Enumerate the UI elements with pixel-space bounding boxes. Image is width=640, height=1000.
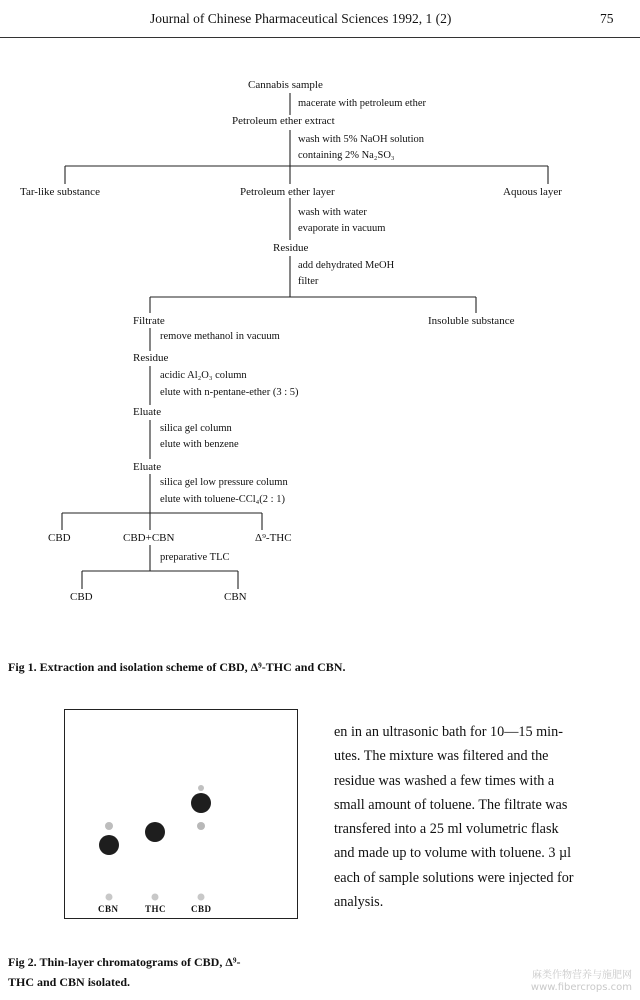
node-cbd-cbn: CBD+CBN [123,532,175,544]
tlc-spot-cbn [99,835,119,855]
tlc-spot-cbd [191,793,211,813]
step-low-pressure-column: silica gel low pressure column [160,477,288,488]
tlc-lane-label-thc: THC [145,904,167,914]
step-add-meoh: add dehydrated MeOH [298,260,395,271]
step-wash-water: wash with water [298,207,367,218]
node-filtrate: Filtrate [133,315,165,327]
step-elute-toluene-ccl4: elute with toluene-CCl₄(2 : 1) [160,494,285,505]
body-line: en in an ultrasonic bath for 10—15 min- [334,724,563,740]
page-number: 75 [600,11,614,26]
step-macerate: macerate with petroleum ether [298,98,426,109]
step-al2o3-column: acidic Al₂O₃ column [160,370,247,381]
node-eluate-1: Eluate [133,406,162,418]
tlc-origin-cbn [106,894,113,901]
node-eluate-2: Eluate [133,461,162,473]
fig2-caption-line1: Fig 2. Thin-layer chromatograms of CBD, Δ⁹- [8,955,241,969]
node-petroleum-ether-layer: Petroleum ether layer [240,186,335,198]
tlc-lane-label-cbd: CBD [191,904,212,914]
node-delta9-thc: Δ⁹-THC [255,532,292,544]
node-insoluble-substance: Insoluble substance [428,315,515,327]
body-paragraph [334,720,632,914]
journal-header: Journal of Chinese Pharmaceutical Sciences 1992, 1 (2) [150,11,452,26]
tlc-lane-label-cbn: CBN [98,904,119,914]
body-line: each of sample solutions were injected for [334,869,574,886]
tlc-spot-cbd-faint-top [198,785,204,791]
node-petroleum-ether-extract: Petroleum ether extract [232,115,335,127]
fig2-caption-line2: THC and CBN isolated. [8,975,131,989]
step-elute-pentane-ether: elute with n-pentane-ether (3 : 5) [160,387,299,398]
tlc-spots [65,710,296,917]
step-silica-gel-column: silica gel column [160,423,232,434]
tlc-origin-thc [152,894,159,901]
tlc-spot-cbd-faint [197,822,205,830]
node-aqueous-layer: Aquous layer [503,186,562,198]
body-line: and made up to volume with toluene. 3 µl [334,845,572,862]
watermark: 麻类作物营养与施肥网 www.fibercrops.com [530,970,632,993]
step-evaporate: evaporate in vacuum [298,223,386,234]
node-residue-2: Residue [133,352,169,364]
body-line: analysis. [334,894,384,911]
tlc-spot-cbn-faint [105,822,113,830]
step-containing-na2so3: containing 2% Na₂SO₃ [298,150,395,161]
body-line: transfered into a 25 ml volumetric flask [334,821,559,838]
tlc-origin-cbd [198,894,205,901]
step-remove-methanol: remove methanol in vacuum [160,331,280,342]
step-wash-naoh: wash with 5% NaOH solution [298,134,424,145]
node-cbd-1: CBD [48,532,71,544]
tlc-plate [64,709,298,919]
node-cannabis-sample: Cannabis sample [248,79,323,91]
node-tar-like-substance: Tar-like substance [20,186,100,198]
node-cbn: CBN [224,591,247,603]
node-cbd-2: CBD [70,591,93,603]
step-elute-benzene: elute with benzene [160,439,239,450]
body-line: utes. The mixture was filtered and the [334,748,549,765]
fig1-caption: Fig 1. Extraction and isolation scheme of CBD, Δ⁹-THC and CBN. [8,660,346,674]
node-residue-1: Residue [273,242,309,254]
step-filter: filter [298,276,319,287]
tlc-spot-thc [145,822,165,842]
body-line: residue was washed a few times with a [334,772,555,789]
body-line: small amount of toluene. The filtrate was [334,796,568,813]
step-preparative-tlc: preparative TLC [160,552,230,563]
